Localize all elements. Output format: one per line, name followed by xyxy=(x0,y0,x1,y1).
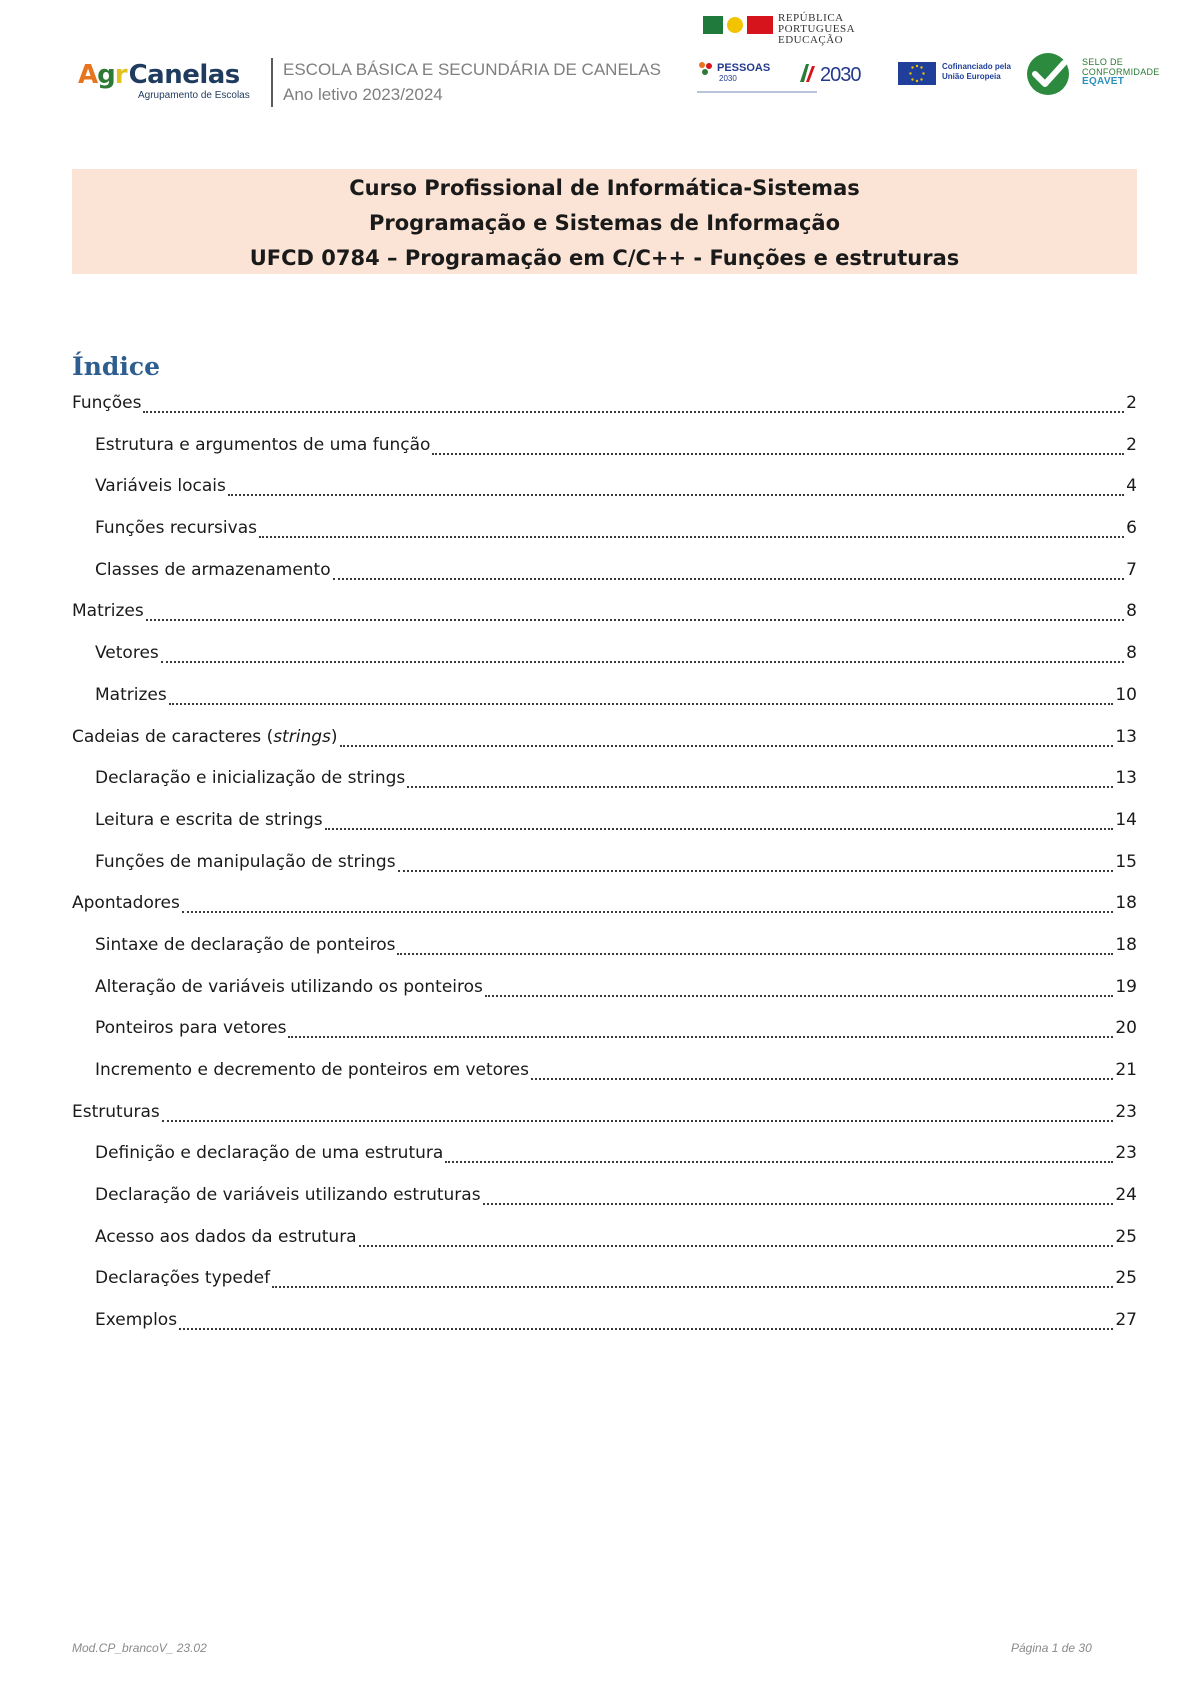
toc-entry[interactable] xyxy=(72,393,1137,435)
toc-subentry[interactable] xyxy=(72,768,1137,810)
toc-entry-page: 20 xyxy=(1115,1018,1137,1039)
republica-portuguesa-text xyxy=(778,13,855,46)
school-year: Ano letivo 2023/2024 xyxy=(283,85,443,104)
table-of-contents xyxy=(72,393,1137,1352)
logo-letter-r: r xyxy=(114,60,127,90)
toc-dot-leader xyxy=(162,1102,1114,1122)
toc-dot-leader xyxy=(259,518,1124,538)
pessoas-2030-logo xyxy=(697,60,779,90)
republica-flag-icon xyxy=(703,16,773,34)
logo-letter-g: g xyxy=(97,60,115,90)
republica-line1: REPÚBLICA xyxy=(778,12,844,24)
eu-flag-icon xyxy=(898,62,936,85)
republica-line3: EDUCAÇÃO xyxy=(778,34,844,46)
funding-strip xyxy=(697,91,817,93)
toc-dot-leader xyxy=(182,893,1114,913)
page-header xyxy=(0,0,1200,110)
toc-dot-leader xyxy=(432,435,1124,455)
toc-entry-page: 6 xyxy=(1126,518,1137,539)
toc-subentry[interactable] xyxy=(72,643,1137,685)
toc-entry-label: Exemplos xyxy=(95,1310,178,1331)
logo-name: Canelas xyxy=(128,60,240,90)
toc-entry-label: Declaração e inicialização de strings xyxy=(95,768,406,789)
toc-entry-label-start: Cadeias de caracteres ( xyxy=(72,726,274,747)
toc-dot-leader xyxy=(531,1060,1113,1080)
toc-subentry[interactable] xyxy=(72,1268,1137,1310)
toc-subentry[interactable] xyxy=(72,1143,1137,1185)
toc-entry-page: 25 xyxy=(1115,1268,1137,1289)
eqavet-seal-text xyxy=(1082,57,1160,87)
toc-entry-label: Definição e declaração de uma estrutura xyxy=(95,1143,444,1164)
toc-entry[interactable] xyxy=(72,727,1137,769)
toc-entry-page: 25 xyxy=(1115,1226,1137,1247)
toc-dot-leader xyxy=(333,560,1125,580)
toc-dot-leader xyxy=(288,1018,1113,1038)
toc-entry-page: 7 xyxy=(1126,559,1137,580)
eu-cofinancing-text xyxy=(942,62,1011,82)
toc-dot-leader xyxy=(340,727,1114,747)
toc-dot-leader xyxy=(445,1143,1113,1163)
toc-entry-page: 2 xyxy=(1126,393,1137,413)
toc-entry-page: 4 xyxy=(1126,476,1137,497)
toc-dot-leader xyxy=(143,393,1124,413)
toc-entry-label-end: ) xyxy=(330,726,338,747)
portugal-2030-logo xyxy=(796,60,874,88)
logo-subtitle: Agrupamento de Escolas xyxy=(138,90,250,101)
toc-subentry[interactable] xyxy=(72,977,1137,1019)
toc-subentry[interactable] xyxy=(72,1018,1137,1060)
toc-subentry[interactable] xyxy=(72,1310,1137,1352)
pessoas-word: PESSOAS xyxy=(717,62,771,74)
ufcd-title: UFCD 0784 – Programação em C/C++ - Funções e estruturas xyxy=(249,246,960,270)
toc-entry-label: Estrutura e argumentos de uma função xyxy=(95,434,431,455)
toc-entry-page: 8 xyxy=(1126,643,1137,664)
course-banner xyxy=(72,169,1137,274)
eu-line1: Cofinanciado pela xyxy=(942,62,1011,71)
course-title: Curso Profissional de Informática-Sistemas xyxy=(349,176,860,200)
toc-dot-leader xyxy=(228,476,1124,496)
republica-line2: PORTUGUESA xyxy=(778,23,856,35)
toc-entry-label: Incremento e decremento de ponteiros em vetores xyxy=(95,1060,529,1080)
header-divider xyxy=(271,58,273,107)
toc-entry-label-emphasis: strings xyxy=(273,726,331,747)
toc-dot-leader xyxy=(485,977,1113,997)
toc-heading: Índice xyxy=(72,352,160,381)
toc-entry-page: 23 xyxy=(1115,1143,1137,1164)
footer-page-number: Página 1 de 30 xyxy=(1011,1641,1092,1655)
toc-subentry[interactable] xyxy=(72,476,1137,518)
toc-entry-page: 14 xyxy=(1115,809,1137,830)
toc-entry-label: Declaração de variáveis utilizando estruturas xyxy=(95,1185,481,1206)
eu-line2: União Europeia xyxy=(942,72,1001,81)
toc-subentry[interactable] xyxy=(72,1185,1137,1227)
school-name: ESCOLA BÁSICA E SECUNDÁRIA DE CANELAS xyxy=(283,60,661,79)
toc-entry-page: 21 xyxy=(1115,1060,1137,1080)
toc-dot-leader xyxy=(398,852,1114,872)
toc-entry-label: Estruturas xyxy=(72,1101,160,1122)
toc-entry-label: Matrizes xyxy=(95,684,167,705)
toc-subentry[interactable] xyxy=(72,1227,1137,1269)
toc-subentry[interactable] xyxy=(72,935,1137,977)
toc-entry-label: Declarações typedef xyxy=(95,1268,271,1289)
toc-dot-leader xyxy=(272,1268,1113,1288)
toc-entry-page: 10 xyxy=(1115,684,1137,705)
toc-entry[interactable] xyxy=(72,1102,1137,1144)
footer-model-code: Mod.CP_brancoV_ 23.02 xyxy=(72,1641,207,1655)
toc-subentry[interactable] xyxy=(72,435,1137,477)
toc-entry-label: Leitura e escrita de strings xyxy=(95,809,323,830)
toc-entry-page: 18 xyxy=(1115,934,1137,955)
toc-dot-leader xyxy=(146,601,1124,621)
toc-entry-label: Ponteiros para vetores xyxy=(95,1018,287,1039)
toc-subentry[interactable] xyxy=(72,810,1137,852)
toc-entry-label: Alteração de variáveis utilizando os ponteiros xyxy=(95,976,483,997)
pessoas-year: 2030 xyxy=(719,74,737,83)
toc-subentry[interactable] xyxy=(72,560,1137,602)
toc-entry-page: 19 xyxy=(1115,976,1137,997)
toc-entry-label: Acesso aos dados da estrutura xyxy=(95,1226,357,1247)
toc-dot-leader xyxy=(325,810,1114,830)
eqavet-check-icon xyxy=(1022,52,1076,96)
toc-entry-page: 27 xyxy=(1115,1310,1137,1331)
toc-subentry[interactable] xyxy=(72,1060,1137,1102)
toc-entry[interactable] xyxy=(72,601,1137,643)
toc-entry-page: 15 xyxy=(1115,851,1137,872)
eqavet-line2: CONFORMIDADE xyxy=(1082,67,1160,77)
agrupamento-canelas-logo xyxy=(78,60,263,104)
toc-dot-leader xyxy=(483,1185,1114,1205)
toc-entry-label: Vetores xyxy=(95,643,159,664)
discipline-title: Programação e Sistemas de Informação xyxy=(368,211,841,235)
toc-dot-leader xyxy=(161,643,1124,663)
toc-entry-page: 2 xyxy=(1126,434,1137,455)
toc-dot-leader xyxy=(179,1310,1113,1330)
toc-subentry[interactable] xyxy=(72,518,1137,560)
toc-entry-page: 24 xyxy=(1115,1185,1137,1206)
toc-entry-label: Sintaxe de declaração de ponteiros xyxy=(95,934,396,955)
toc-entry-page: 8 xyxy=(1126,601,1137,622)
pessoas-mark-icon xyxy=(697,60,715,78)
toc-entry-label: Matrizes xyxy=(72,601,144,622)
toc-entry-label: Funções recursivas xyxy=(95,518,257,539)
toc-dot-leader xyxy=(397,935,1113,955)
toc-entry[interactable] xyxy=(72,893,1137,935)
toc-entry-label: Variáveis locais xyxy=(95,476,226,497)
toc-entry-page: 13 xyxy=(1115,726,1137,747)
toc-entry-label: Funções de manipulação de strings xyxy=(95,851,396,872)
toc-dot-leader xyxy=(169,685,1114,705)
toc-entry-page: 23 xyxy=(1115,1101,1137,1122)
toc-subentry[interactable] xyxy=(72,852,1137,894)
toc-entry-label: Classes de armazenamento xyxy=(95,559,331,580)
portugal-2030-mark-icon xyxy=(796,62,818,86)
portugal-2030-number: 2030 xyxy=(820,64,861,86)
toc-subentry[interactable] xyxy=(72,685,1137,727)
toc-entry-label: Funções xyxy=(72,393,142,413)
toc-entry-label xyxy=(72,727,338,747)
eqavet-line3: EQAVET xyxy=(1082,76,1125,87)
toc-dot-leader xyxy=(407,768,1113,788)
logo-letter-a: A xyxy=(78,60,98,90)
eqavet-line1: SELO DE xyxy=(1082,57,1124,67)
toc-dot-leader xyxy=(359,1227,1114,1247)
toc-entry-page: 18 xyxy=(1115,893,1137,914)
toc-entry-label: Apontadores xyxy=(72,893,180,914)
toc-entry-page: 13 xyxy=(1115,768,1137,789)
